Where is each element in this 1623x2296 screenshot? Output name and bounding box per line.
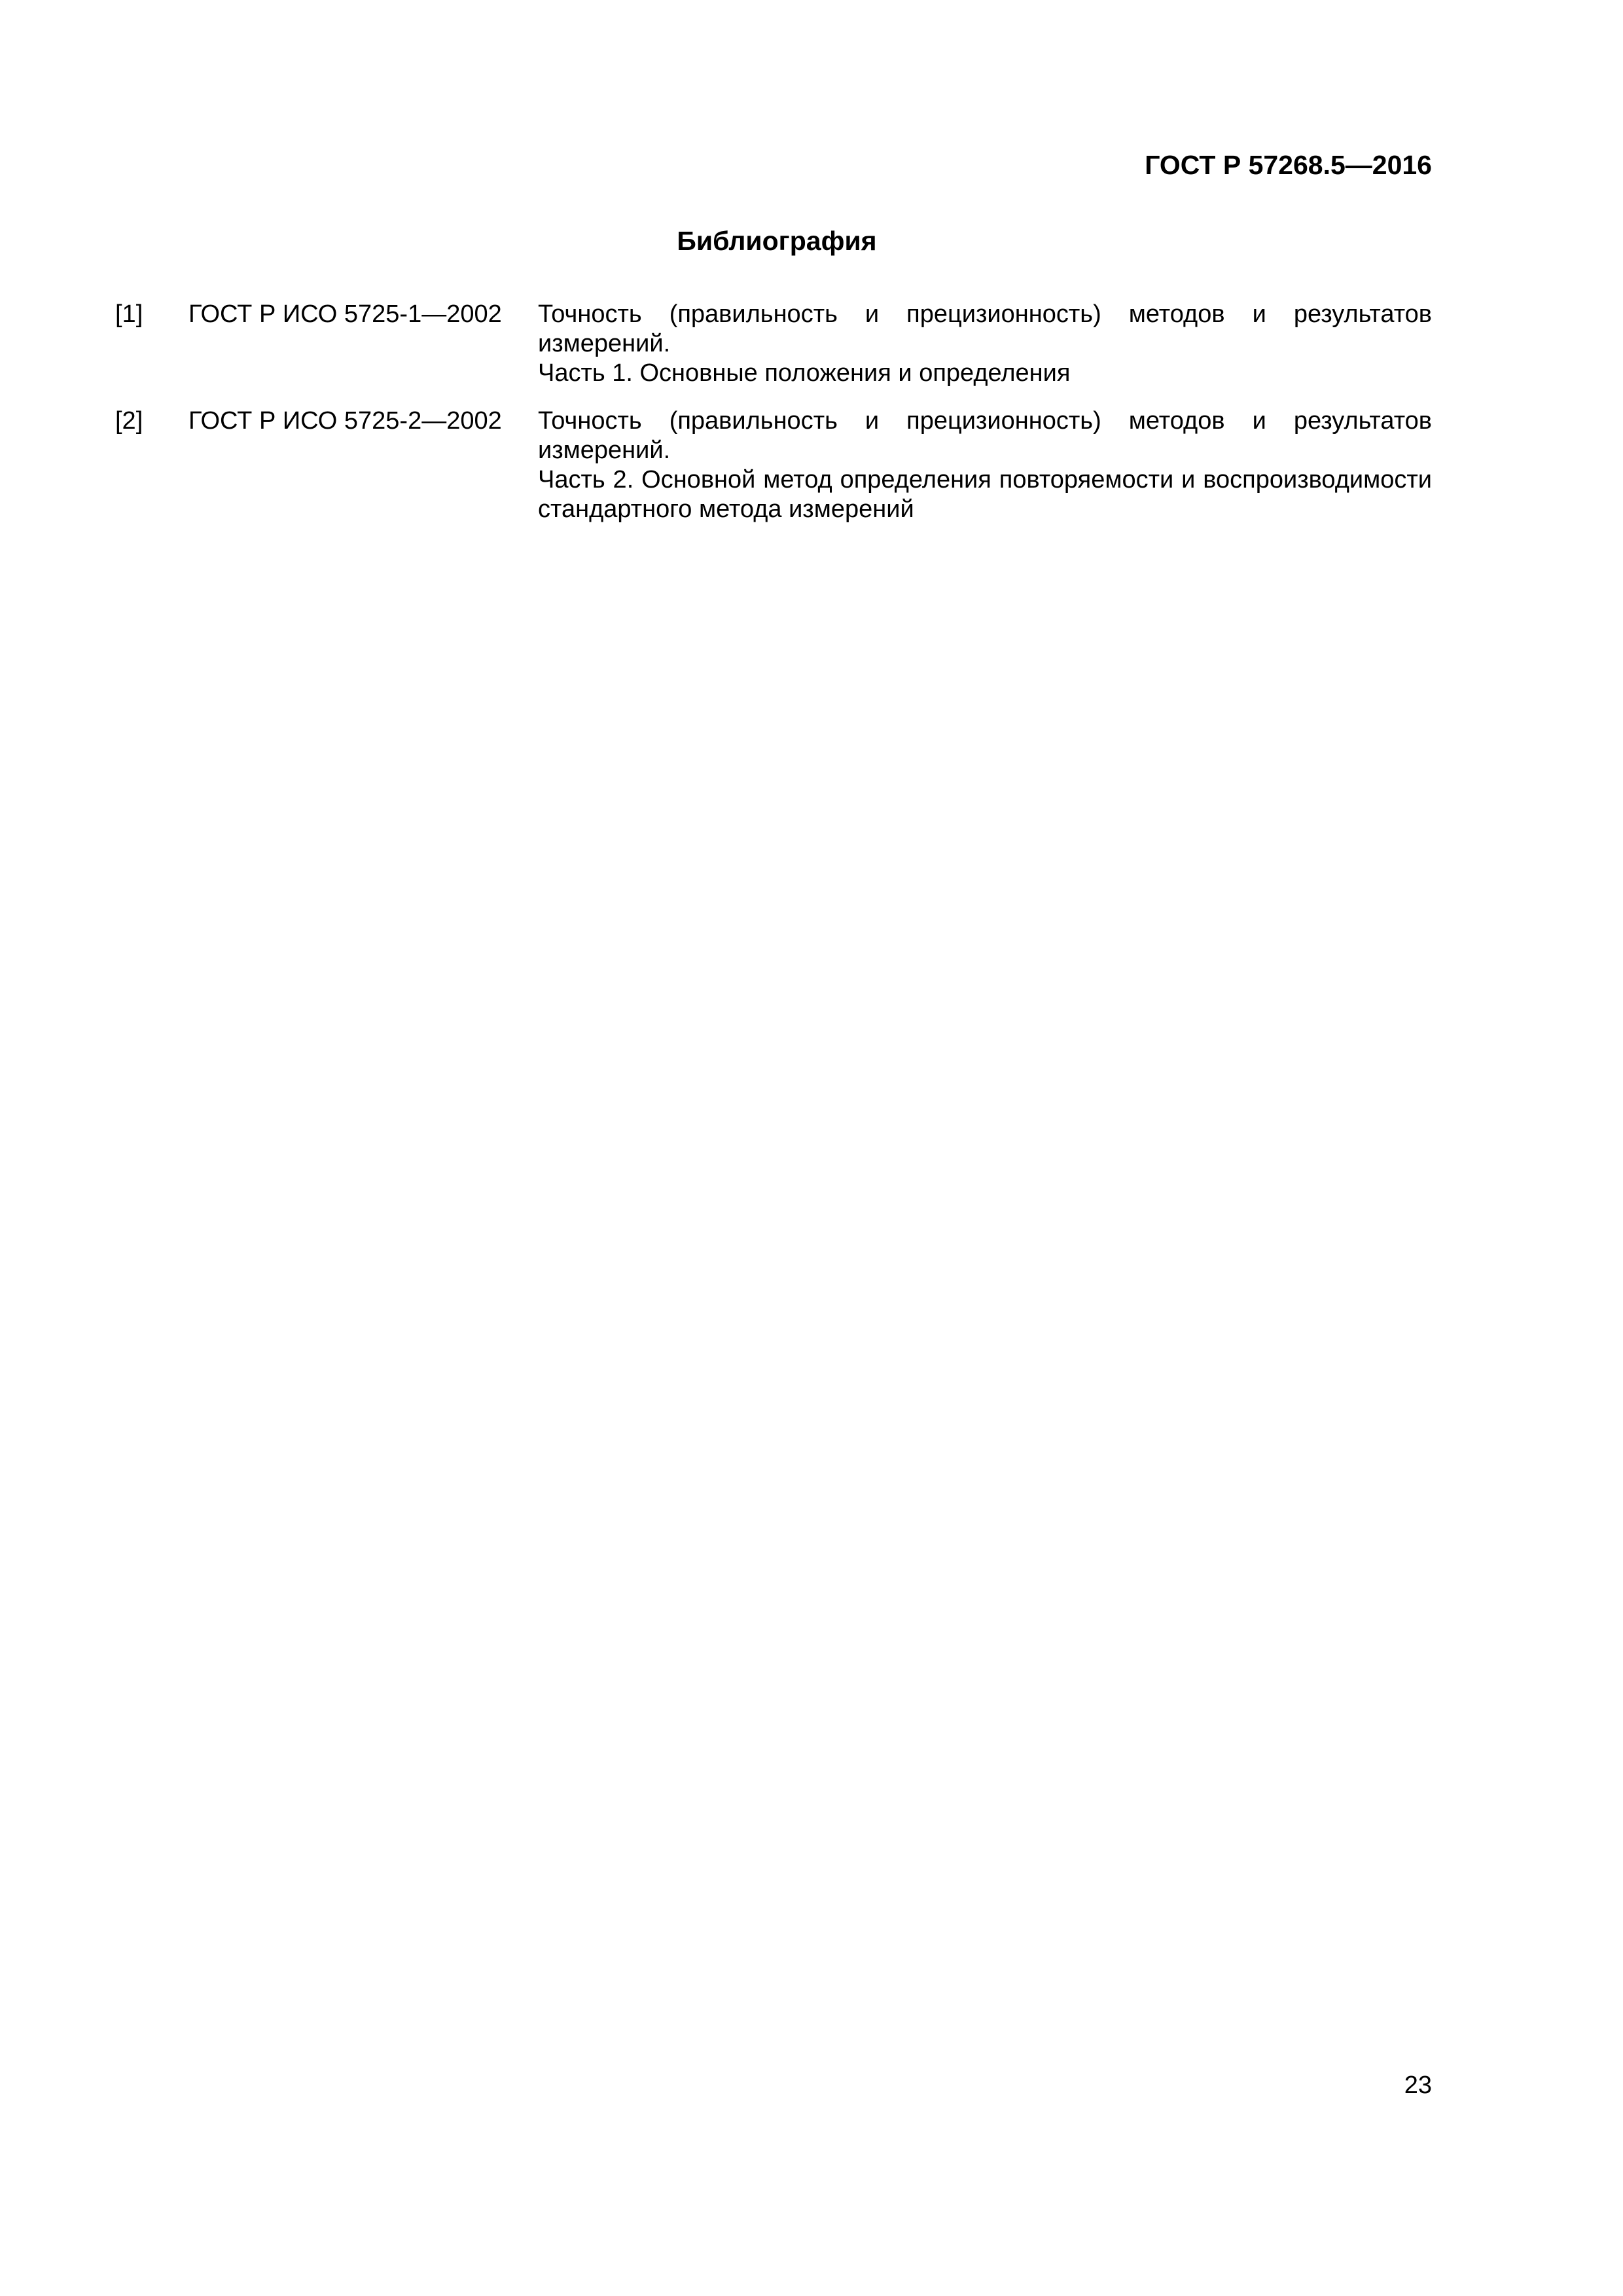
bibliography-list bbox=[115, 300, 1432, 543]
entry-title-line: Точность (правильность и прецизионность) методов и результатов измерений. bbox=[538, 300, 1432, 357]
entry-title bbox=[538, 300, 1432, 388]
bibliography-title: Библиография bbox=[677, 226, 877, 256]
entry-title-line: стандартного метода измерений bbox=[538, 495, 914, 523]
entry-title bbox=[538, 406, 1432, 524]
bibliography-entry bbox=[115, 300, 1432, 388]
entry-title-line: Часть 2. Основной метод определения повторяемости и воспроизводимости bbox=[538, 466, 1432, 493]
entry-number: [2] bbox=[115, 407, 143, 435]
entry-number: [1] bbox=[115, 300, 143, 328]
entry-standard-code: ГОСТ Р ИСО 5725-1—2002 bbox=[188, 300, 502, 328]
document-code-header: ГОСТ Р 57268.5—2016 bbox=[1145, 150, 1432, 180]
entry-title-line: Точность (правильность и прецизионность) методов и результатов измерений. bbox=[538, 407, 1432, 464]
entry-standard-code: ГОСТ Р ИСО 5725-2—2002 bbox=[188, 407, 502, 435]
page-number: 23 bbox=[1404, 2072, 1432, 2099]
bibliography-entry bbox=[115, 406, 1432, 524]
entry-title-line: Часть 1. Основные положения и определения bbox=[538, 359, 1071, 387]
